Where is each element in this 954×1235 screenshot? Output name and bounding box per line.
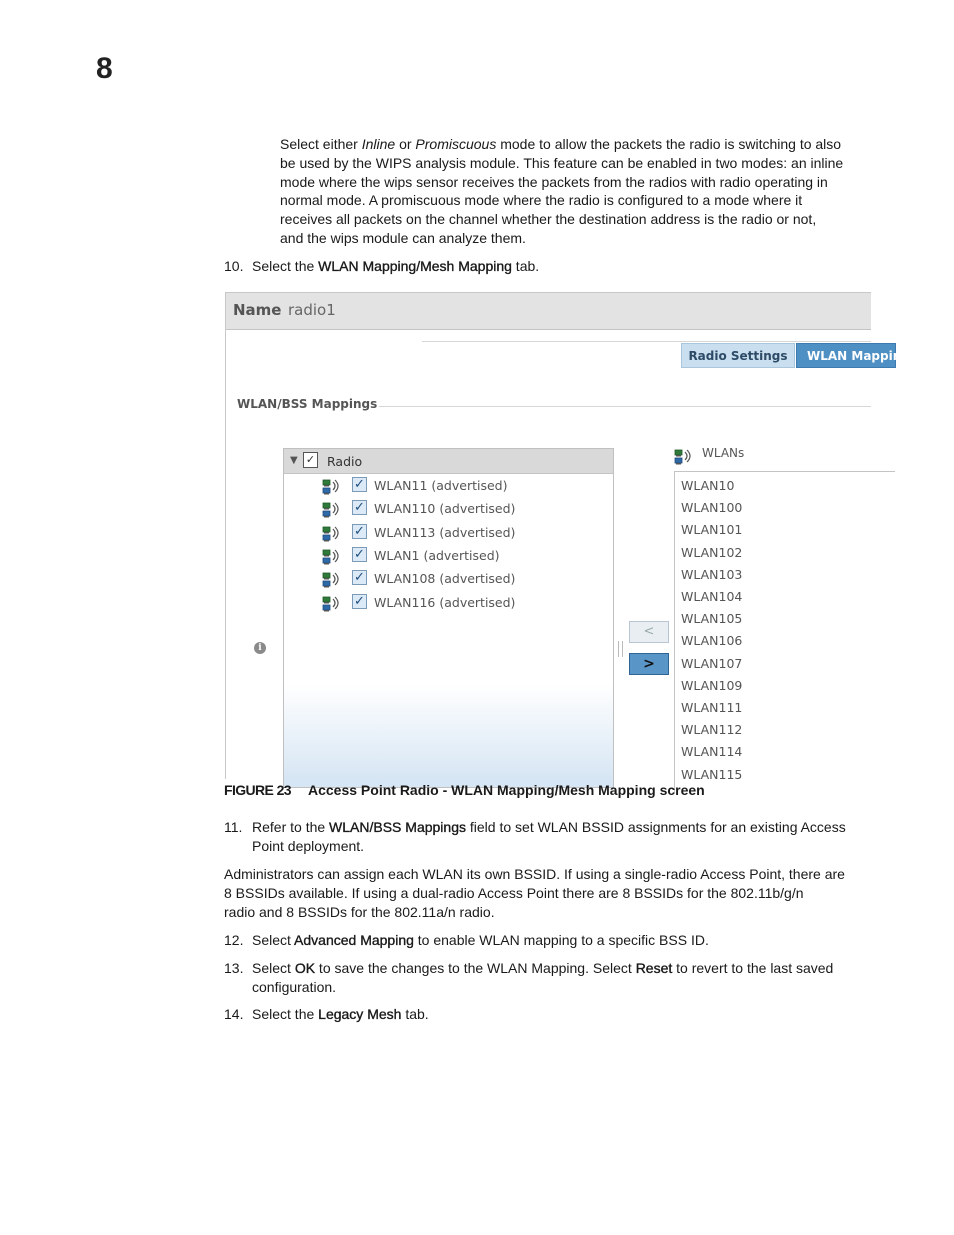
available-wlan-item[interactable]: WLAN107	[681, 655, 743, 671]
intro-line-5: receives all packets on the channel whether the destination address is the radio or not,	[280, 211, 817, 228]
screenshot-wlan-mapping	[225, 292, 910, 782]
tab-divider	[422, 341, 871, 342]
ui-term: Reset	[635, 960, 673, 976]
intro-line-3: mode where the wips sensor receives the packets from the radios with radio operating in	[280, 173, 828, 190]
splitter-handle[interactable]	[618, 641, 623, 657]
figure-label: FIGURE 23	[224, 782, 291, 798]
mapped-wlan-label: WLAN108 (advertised)	[374, 571, 516, 587]
available-wlan-item[interactable]: WLAN104	[681, 589, 743, 604]
figure-caption	[224, 782, 705, 798]
mapped-wlan-label: WLAN11 (advertised)	[374, 478, 508, 493]
access-point-icon	[322, 501, 342, 523]
intro-line-2: be used by the WIPS analysis module. This feature can be enabled in two modes: an inline	[280, 154, 844, 171]
mapped-wlan-label: WLAN116 (advertised)	[374, 594, 516, 610]
tab-wlan-mapping[interactable]: WLAN Mapping	[796, 343, 896, 368]
info-icon[interactable]: i	[254, 642, 266, 654]
intro-line-6: and the wips module can analyze them.	[280, 229, 526, 246]
available-wlan-item[interactable]: WLAN105	[681, 611, 743, 627]
wlans-ap-icon	[674, 448, 694, 470]
access-point-icon	[322, 548, 342, 570]
radio-checklist-icon: ✓	[303, 452, 318, 468]
mapped-wlan-label: WLAN110 (advertised)	[374, 501, 516, 517]
name-value: radio1	[288, 301, 336, 319]
access-point-icon	[322, 525, 342, 547]
available-wlan-item[interactable]: WLAN100	[681, 500, 743, 516]
tree-header	[284, 449, 613, 474]
mapped-wlan-label: WLAN113 (advertised)	[374, 524, 516, 540]
intro-line-1: Select either Inline or Promiscuous mode to allow the packets the radio is switching to also	[280, 136, 842, 152]
available-wlans-title: WLANs	[702, 446, 745, 460]
mode-promiscuous: Promiscuous	[415, 136, 497, 152]
available-wlan-item[interactable]: WLAN109	[681, 677, 743, 693]
tab-radio-settings[interactable]: Radio Settings	[681, 343, 795, 368]
mapped-wlan-label: WLAN1 (advertised)	[374, 547, 500, 563]
available-wlan-item[interactable]: WLAN106	[681, 633, 743, 649]
admin-paragraph: Administrators can assign each WLAN its own BSSID. If using a single-radio Access Point, there are 8 BSSIDs available. If using a dual-radio Access Point there are 8 BSSIDs for the 802.11b/g/n radio and 8 BSSIDs for the 802.11a/n radio.	[224, 866, 845, 920]
available-wlan-item[interactable]: WLAN103	[681, 566, 743, 582]
checkbox-checked-icon[interactable]: ✓	[352, 524, 367, 539]
ui-term: OK	[294, 960, 316, 976]
figure-title: Access Point Radio - WLAN Mapping/Mesh Mapping screen	[308, 782, 705, 798]
available-wlan-item[interactable]: WLAN114	[681, 744, 743, 760]
ui-term: WLAN/BSS Mappings	[329, 819, 466, 835]
name-bar	[226, 293, 871, 330]
checkbox-checked-icon[interactable]: ✓	[352, 500, 367, 515]
intro-paragraph	[280, 135, 880, 248]
intro-line-4: normal mode. A promiscuous mode where the radio is configured to a mode where it	[280, 192, 803, 209]
remove-wlan-button[interactable]: <	[629, 621, 669, 643]
ui-term: Advanced Mapping	[294, 932, 414, 948]
tree-root-label: Radio	[327, 454, 363, 469]
mode-inline: Inline	[361, 136, 396, 152]
available-wlan-item[interactable]: WLAN115	[681, 766, 743, 782]
add-wlan-button[interactable]: >	[629, 653, 669, 675]
chapter-number: 8	[96, 52, 113, 85]
name-label: Name	[233, 301, 282, 319]
collapse-triangle-icon[interactable]: ▼	[290, 455, 298, 466]
ui-term: WLAN Mapping/Mesh Mapping	[318, 258, 512, 274]
ui-term: Legacy Mesh	[318, 1006, 402, 1022]
checkbox-checked-icon[interactable]: ✓	[352, 570, 367, 585]
mapped-wlans-tree	[283, 448, 614, 788]
available-wlan-item[interactable]: WLAN10	[681, 478, 735, 493]
section-title: WLAN/BSS Mappings	[237, 397, 378, 411]
checkbox-checked-icon[interactable]: ✓	[352, 547, 367, 562]
access-point-icon	[322, 478, 342, 500]
available-wlan-item[interactable]: WLAN101	[681, 522, 743, 538]
access-point-icon	[322, 595, 342, 617]
available-wlan-item[interactable]: WLAN111	[681, 700, 743, 715]
available-wlans-list	[674, 471, 895, 792]
access-point-icon	[322, 571, 342, 593]
section-divider	[379, 406, 871, 407]
available-wlan-item[interactable]: WLAN102	[681, 544, 743, 560]
available-wlan-item[interactable]: WLAN112	[681, 722, 743, 738]
checkbox-checked-icon[interactable]: ✓	[352, 477, 367, 492]
checkbox-checked-icon[interactable]: ✓	[352, 594, 367, 609]
